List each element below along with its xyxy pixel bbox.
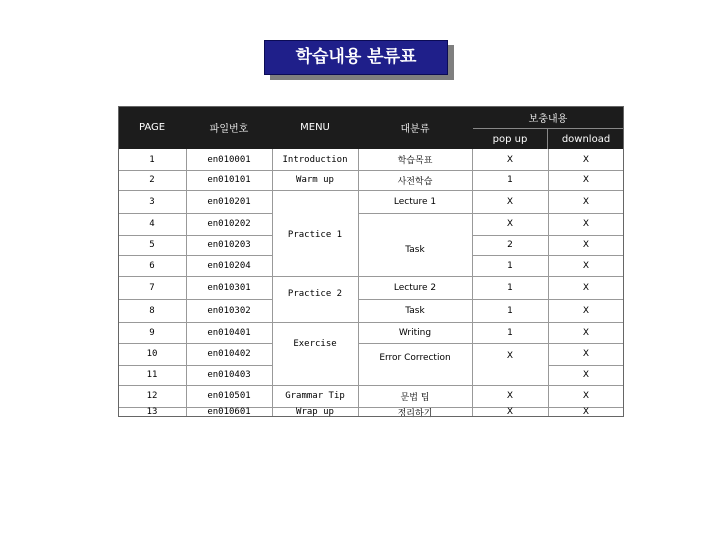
- category-task-1: Task: [405, 244, 425, 255]
- cell-file-number: en010401: [207, 327, 251, 338]
- cell-download: X: [582, 370, 590, 380]
- category-error-correction: Error Correction: [379, 352, 451, 363]
- header-menu: MENU: [300, 122, 330, 133]
- cell-page: 6: [149, 260, 155, 271]
- cell-page: 10: [146, 349, 158, 359]
- cell-file-number: en010403: [207, 370, 251, 380]
- cell-file-number: en010101: [207, 175, 251, 185]
- cell-download: X: [582, 282, 590, 293]
- cell-page: 12: [146, 391, 158, 401]
- page-title: 학습내용 분류표: [264, 40, 448, 75]
- popup-exercise: X: [506, 350, 514, 361]
- cell-download: X: [582, 305, 590, 316]
- cell-file-number: en010302: [207, 305, 251, 316]
- cell-popup: 1: [507, 282, 513, 293]
- header-page: PAGE: [138, 122, 166, 133]
- cell-category: Task: [405, 305, 425, 316]
- cell-category: 학습목표: [397, 156, 433, 166]
- cell-page: 9: [149, 327, 155, 338]
- cell-download: X: [582, 349, 590, 359]
- cell-category: Lecture 1: [393, 196, 437, 207]
- cell-page: 1: [149, 154, 155, 165]
- cell-popup: X: [506, 196, 514, 207]
- classification-table: [118, 106, 624, 417]
- cell-file-number: en010001: [207, 154, 251, 165]
- cell-download: X: [582, 240, 590, 250]
- header-popup: pop up: [473, 128, 548, 149]
- cell-popup: X: [506, 391, 514, 401]
- menu-practice-1: Practice 1: [287, 229, 343, 240]
- cell-popup: 1: [507, 260, 513, 271]
- cell-download: X: [582, 175, 590, 185]
- cell-page: 11: [146, 370, 158, 380]
- cell-file-number: en010203: [207, 240, 251, 250]
- cell-popup: 1: [507, 175, 513, 185]
- cell-popup: 2: [507, 240, 513, 250]
- cell-popup: X: [506, 407, 514, 417]
- menu-exercise: Exercise: [293, 338, 337, 349]
- cell-page: 2: [149, 175, 155, 185]
- cell-menu: Introduction: [282, 154, 348, 165]
- menu-practice-2: Practice 2: [287, 288, 343, 299]
- cell-download: X: [582, 391, 590, 401]
- cell-category: 문법 팁: [400, 392, 430, 403]
- cell-download: X: [582, 407, 590, 417]
- cell-page: 5: [149, 240, 155, 250]
- row-divider: [272, 190, 358, 191]
- cell-popup: 1: [507, 305, 513, 316]
- header-file-number: 파일번호: [209, 124, 249, 135]
- cell-category: Lecture 2: [393, 282, 437, 293]
- cell-file-number: en010402: [207, 349, 251, 359]
- cell-file-number: en010204: [207, 260, 251, 271]
- cell-download: X: [582, 219, 590, 229]
- cell-menu: Grammar Tip: [285, 391, 345, 401]
- cell-download: X: [582, 196, 590, 207]
- cell-menu: Wrap up: [296, 407, 334, 417]
- cell-file-number: en010501: [207, 391, 251, 401]
- cell-page: 8: [149, 305, 155, 316]
- cell-category: Writing: [398, 327, 432, 338]
- cell-page: 3: [149, 196, 155, 207]
- cell-popup: X: [506, 154, 514, 165]
- cell-download: X: [582, 154, 590, 165]
- cell-category: 정리하기: [397, 408, 433, 419]
- cell-download: X: [582, 327, 590, 338]
- cell-file-number: en010301: [207, 282, 251, 293]
- cell-page: 7: [149, 282, 155, 293]
- cell-file-number: en010201: [207, 196, 251, 207]
- cell-popup: 1: [507, 327, 513, 338]
- cell-menu: Warm up: [296, 175, 334, 185]
- header-category: 대분류: [400, 124, 430, 135]
- cell-page: 13: [146, 407, 158, 417]
- cell-category: 사전학습: [397, 176, 433, 187]
- cell-file-number: en010601: [207, 407, 251, 417]
- header-download: download: [548, 128, 624, 149]
- cell-popup: X: [506, 219, 514, 229]
- cell-download: X: [582, 260, 590, 271]
- cell-page: 4: [149, 219, 155, 229]
- cell-file-number: en010202: [207, 219, 251, 229]
- row-divider: [358, 213, 472, 214]
- header-supplement: 보충내용: [528, 113, 568, 125]
